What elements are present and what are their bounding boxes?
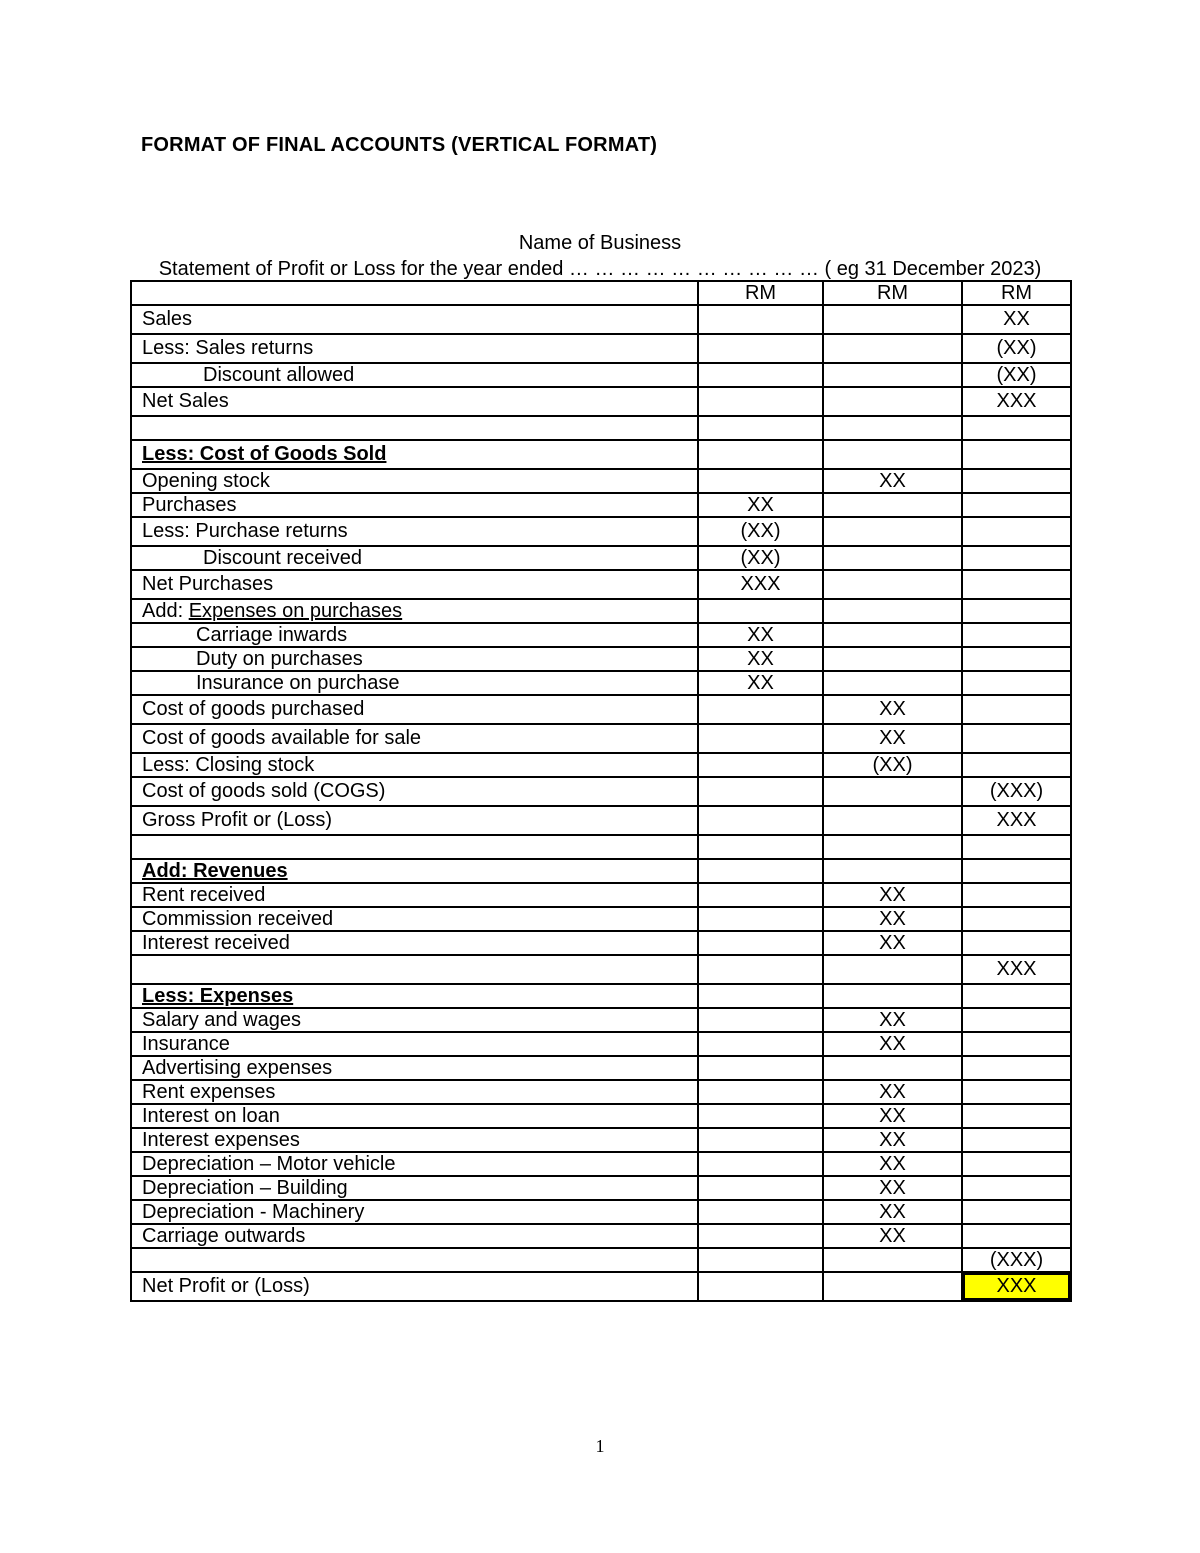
- row-col3: [962, 835, 1071, 859]
- row-col1: [698, 1128, 823, 1152]
- row-col3: [962, 517, 1071, 546]
- row-col1: [698, 835, 823, 859]
- row-col3: (XX): [962, 334, 1071, 363]
- row-col2: [823, 363, 962, 387]
- row-col3: [962, 907, 1071, 931]
- table-row: [131, 1032, 1071, 1056]
- business-name: Name of Business: [518, 232, 682, 254]
- row-col3: [962, 859, 1071, 883]
- row-col2: [823, 623, 962, 647]
- row-col2: [823, 305, 962, 334]
- table-row: [131, 1128, 1071, 1152]
- row-col2: [823, 334, 962, 363]
- row-col3: [962, 1200, 1071, 1224]
- page-number: 1: [595, 1436, 605, 1456]
- row-label: [131, 955, 698, 984]
- row-col3: [962, 546, 1071, 570]
- row-col2: [823, 647, 962, 671]
- row-label: Depreciation - Machinery: [131, 1200, 698, 1224]
- table-row: [131, 305, 1071, 334]
- row-col1: XX: [698, 493, 823, 517]
- row-col2: XX: [823, 1152, 962, 1176]
- row-col2: (XX): [823, 753, 962, 777]
- row-label: Interest expenses: [131, 1128, 698, 1152]
- table-row: [131, 570, 1071, 599]
- table-row: [131, 416, 1071, 440]
- table-row: [131, 363, 1071, 387]
- table-row: [131, 1248, 1071, 1272]
- row-col2: [823, 570, 962, 599]
- table-row: [131, 1224, 1071, 1248]
- row-col3: [962, 570, 1071, 599]
- row-col2: [823, 1272, 962, 1301]
- table-row: [131, 671, 1071, 695]
- row-col1: [698, 334, 823, 363]
- table-row: [131, 517, 1071, 546]
- row-col2: [823, 493, 962, 517]
- row-col3: (XX): [962, 363, 1071, 387]
- row-col3: (XXX): [962, 1248, 1071, 1272]
- row-col1: [698, 931, 823, 955]
- row-col3: [962, 1056, 1071, 1080]
- table-row: [131, 955, 1071, 984]
- row-label: Net Purchases: [131, 570, 698, 599]
- table-row: [131, 724, 1071, 753]
- row-label: Interest received: [131, 931, 698, 955]
- row-label: Cost of goods available for sale: [131, 724, 698, 753]
- row-col1: [698, 1032, 823, 1056]
- row-col2: [823, 806, 962, 835]
- row-label: Sales: [131, 305, 698, 334]
- header-rm-col2: RM: [823, 281, 962, 305]
- row-col2: XX: [823, 1224, 962, 1248]
- row-col3: [962, 416, 1071, 440]
- net-profit-row: [131, 1272, 1071, 1301]
- row-col3: [962, 753, 1071, 777]
- table-row: [131, 647, 1071, 671]
- row-label: Net Sales: [131, 387, 698, 416]
- row-label: Duty on purchases: [131, 647, 698, 671]
- row-col3: [962, 623, 1071, 647]
- table-row: [131, 1080, 1071, 1104]
- row-col1: [698, 1080, 823, 1104]
- row-label: Less: Closing stock: [131, 753, 698, 777]
- row-label: Discount allowed: [131, 363, 698, 387]
- row-label: Net Profit or (Loss): [131, 1272, 698, 1301]
- row-label: [131, 1248, 698, 1272]
- row-col1: [698, 599, 823, 623]
- row-col1: [698, 1104, 823, 1128]
- row-col2: [823, 546, 962, 570]
- section-heading-expenses: [131, 984, 698, 1008]
- row-col3: [962, 1104, 1071, 1128]
- label-underlined: Expenses on purchases: [188, 600, 403, 622]
- row-col2: [823, 859, 962, 883]
- row-col1: [698, 1152, 823, 1176]
- row-col1: [698, 1248, 823, 1272]
- table-row: [131, 1056, 1071, 1080]
- row-label: Depreciation – Motor vehicle: [131, 1152, 698, 1176]
- table-row: [131, 623, 1071, 647]
- row-col2: XX: [823, 1128, 962, 1152]
- row-col1: [698, 955, 823, 984]
- row-label: Cost of goods sold (COGS): [131, 777, 698, 806]
- row-col1: [698, 724, 823, 753]
- header-rm-col1: RM: [698, 281, 823, 305]
- row-col3: [962, 1128, 1071, 1152]
- row-col3: [962, 469, 1071, 493]
- row-col3: [962, 1032, 1071, 1056]
- row-col2: XX: [823, 469, 962, 493]
- table-row: [131, 493, 1071, 517]
- row-col3: [962, 493, 1071, 517]
- row-col1: [698, 305, 823, 334]
- table-row: [131, 777, 1071, 806]
- row-col3: [962, 671, 1071, 695]
- row-col1: [698, 753, 823, 777]
- table-row: [131, 931, 1071, 955]
- row-col1: [698, 469, 823, 493]
- section-heading-text: Less: Expenses: [142, 985, 294, 1007]
- section-heading-revenues: [131, 859, 698, 883]
- table-row: [131, 387, 1071, 416]
- row-col2: XX: [823, 724, 962, 753]
- section-heading-row: [131, 984, 1071, 1008]
- row-col1: XX: [698, 623, 823, 647]
- row-label: Rent expenses: [131, 1080, 698, 1104]
- row-col2: [823, 517, 962, 546]
- row-col1: [698, 416, 823, 440]
- row-col3: [962, 1152, 1071, 1176]
- row-col3: [962, 695, 1071, 724]
- row-col3: [962, 724, 1071, 753]
- table-row: [131, 1104, 1071, 1128]
- row-col3: [962, 599, 1071, 623]
- row-label: [131, 835, 698, 859]
- row-col1: [698, 440, 823, 469]
- row-col2: [823, 599, 962, 623]
- row-col1: XX: [698, 671, 823, 695]
- section-heading-text: Add: Revenues: [142, 860, 288, 882]
- row-col2: [823, 1248, 962, 1272]
- row-col2: XX: [823, 1200, 962, 1224]
- row-col2: [823, 671, 962, 695]
- row-col2: XX: [823, 883, 962, 907]
- row-col3: XX: [962, 305, 1071, 334]
- row-col2: [823, 416, 962, 440]
- net-profit-value: XXX: [962, 1272, 1071, 1301]
- row-col2: [823, 955, 962, 984]
- row-label: Purchases: [131, 493, 698, 517]
- row-col3: [962, 883, 1071, 907]
- row-col1: XXX: [698, 570, 823, 599]
- table-row: [131, 1200, 1071, 1224]
- row-col2: [823, 835, 962, 859]
- row-label: Insurance on purchase: [131, 671, 698, 695]
- table-row: [131, 883, 1071, 907]
- row-col3: (XXX): [962, 777, 1071, 806]
- row-col2: XX: [823, 1008, 962, 1032]
- row-col1: (XX): [698, 517, 823, 546]
- row-label: Insurance: [131, 1032, 698, 1056]
- row-col2: XX: [823, 1080, 962, 1104]
- row-col1: (XX): [698, 546, 823, 570]
- row-col2: XX: [823, 907, 962, 931]
- table-row: [131, 469, 1071, 493]
- row-col1: [698, 363, 823, 387]
- row-label: Carriage inwards: [131, 623, 698, 647]
- row-label: Advertising expenses: [131, 1056, 698, 1080]
- row-label: Commission received: [131, 907, 698, 931]
- row-col2: XX: [823, 931, 962, 955]
- table-row: [131, 334, 1071, 363]
- row-col1: [698, 984, 823, 1008]
- row-col1: [698, 1056, 823, 1080]
- row-col3: XXX: [962, 806, 1071, 835]
- table-row: [131, 753, 1071, 777]
- section-heading-cogs: [131, 440, 698, 469]
- table-header-row: [131, 281, 1071, 305]
- row-col2: [823, 777, 962, 806]
- row-label: Gross Profit or (Loss): [131, 806, 698, 835]
- row-col1: [698, 1200, 823, 1224]
- row-col3: [962, 1080, 1071, 1104]
- table-row: [131, 1176, 1071, 1200]
- row-col1: [698, 1272, 823, 1301]
- profit-loss-table: [130, 280, 1072, 1302]
- row-col2: XX: [823, 695, 962, 724]
- statement-title: Statement of Profit or Loss for the year ended … … … … … … … … … … ( eg 31 December 2023): [158, 258, 1042, 280]
- row-label: Discount received: [131, 546, 698, 570]
- row-label-expenses-on-purchases: [131, 599, 698, 623]
- row-col1: [698, 859, 823, 883]
- row-label: Carriage outwards: [131, 1224, 698, 1248]
- row-col2: [823, 440, 962, 469]
- row-label: Less: Sales returns: [131, 334, 698, 363]
- row-col1: [698, 777, 823, 806]
- row-label: Depreciation – Building: [131, 1176, 698, 1200]
- row-col3: [962, 984, 1071, 1008]
- header-label: [131, 281, 698, 305]
- section-heading-row: [131, 859, 1071, 883]
- row-col2: [823, 1056, 962, 1080]
- row-col1: [698, 907, 823, 931]
- table-row: [131, 907, 1071, 931]
- row-label: Less: Purchase returns: [131, 517, 698, 546]
- label-prefix: Add:: [142, 600, 189, 622]
- row-col2: [823, 387, 962, 416]
- row-label: Rent received: [131, 883, 698, 907]
- row-col3: [962, 647, 1071, 671]
- table-row: [131, 1008, 1071, 1032]
- row-col3: [962, 440, 1071, 469]
- row-col2: XX: [823, 1104, 962, 1128]
- row-col2: XX: [823, 1032, 962, 1056]
- section-heading-text: Less: Cost of Goods Sold: [142, 443, 387, 465]
- row-col3: XXX: [962, 955, 1071, 984]
- row-label: Salary and wages: [131, 1008, 698, 1032]
- row-col1: [698, 1176, 823, 1200]
- row-col1: [698, 806, 823, 835]
- row-label: [131, 416, 698, 440]
- table-row: [131, 1152, 1071, 1176]
- row-col1: [698, 1008, 823, 1032]
- row-col1: [698, 387, 823, 416]
- row-col3: [962, 1008, 1071, 1032]
- row-col1: [698, 1224, 823, 1248]
- row-col1: [698, 883, 823, 907]
- table-row: [131, 599, 1071, 623]
- row-label: Cost of goods purchased: [131, 695, 698, 724]
- table-row: [131, 695, 1071, 724]
- header-rm-col3: RM: [962, 281, 1071, 305]
- table-row: [131, 546, 1071, 570]
- row-col3: [962, 1224, 1071, 1248]
- row-col2: XX: [823, 1176, 962, 1200]
- table-row: [131, 806, 1071, 835]
- row-col1: XX: [698, 647, 823, 671]
- row-col3: XXX: [962, 387, 1071, 416]
- table-row: [131, 835, 1071, 859]
- row-col3: [962, 1176, 1071, 1200]
- row-col3: [962, 931, 1071, 955]
- row-label: Opening stock: [131, 469, 698, 493]
- row-label: Interest on loan: [131, 1104, 698, 1128]
- row-col2: [823, 984, 962, 1008]
- row-col1: [698, 695, 823, 724]
- document-title: FORMAT OF FINAL ACCOUNTS (VERTICAL FORMAT): [141, 134, 658, 156]
- section-heading-row: [131, 440, 1071, 469]
